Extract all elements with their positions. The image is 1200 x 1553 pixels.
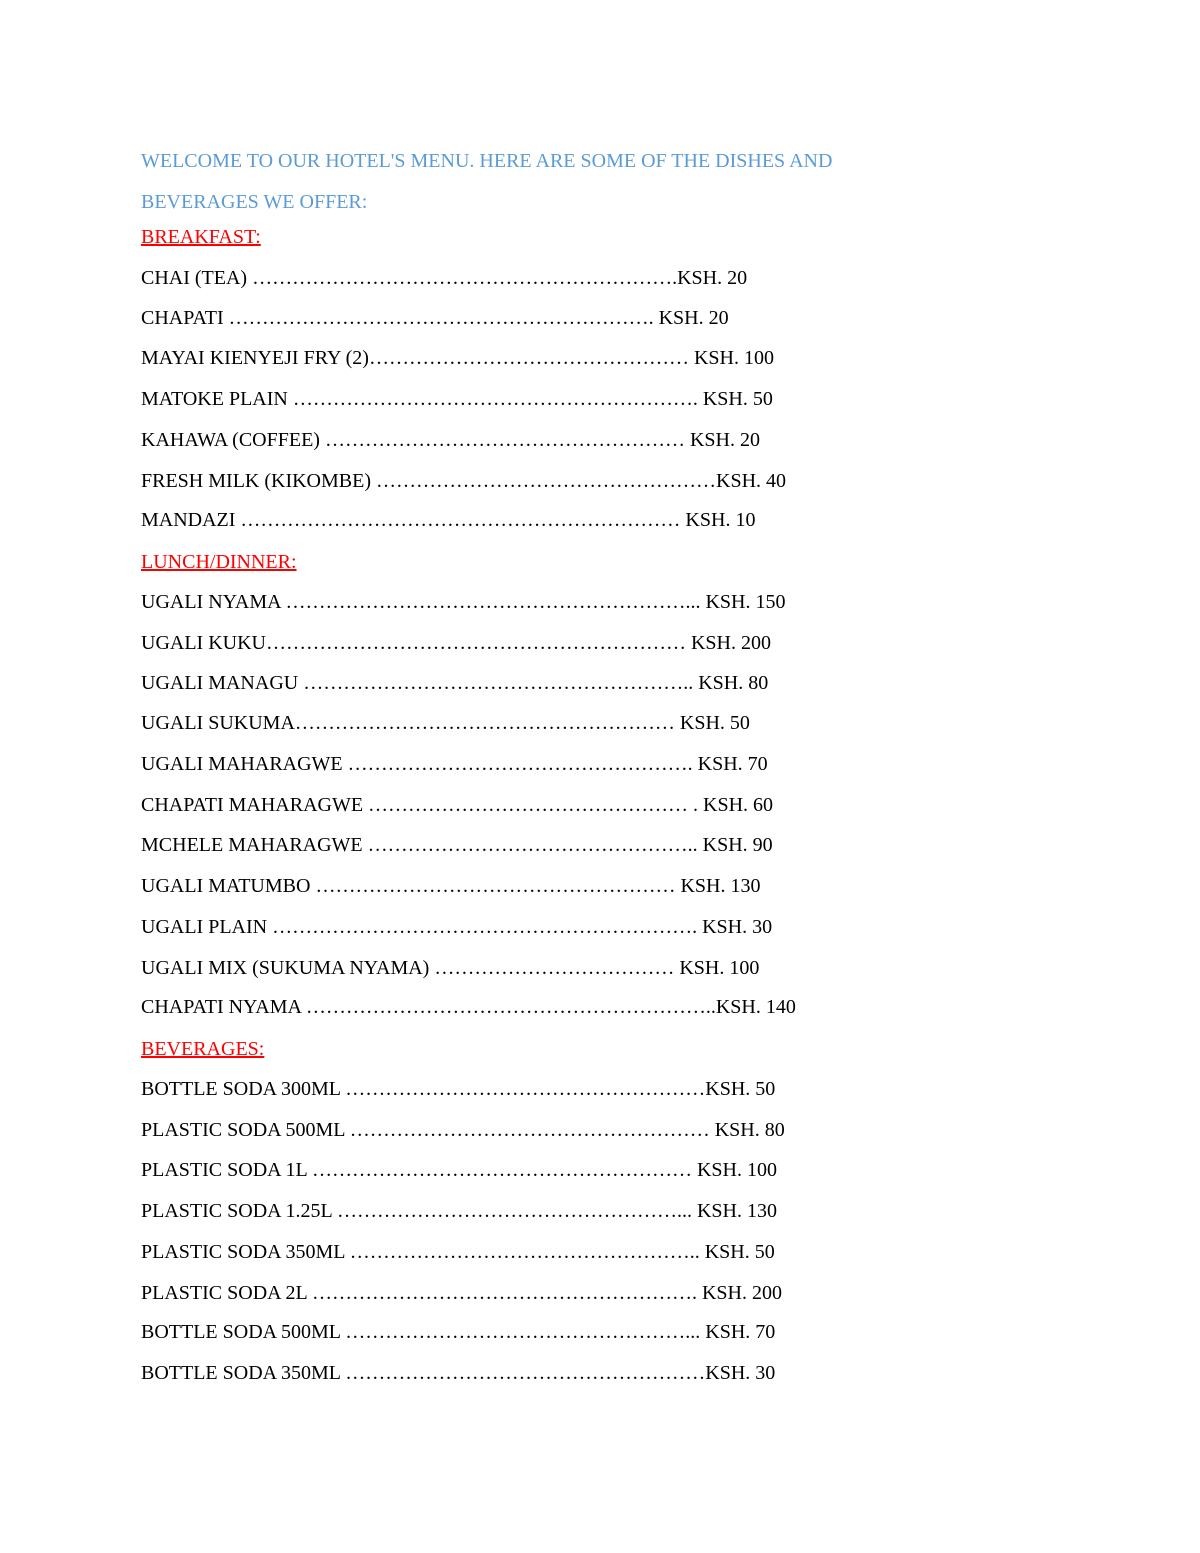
menu-item: UGALI SUKUMA………………………………………………… KSH. 50 [141,712,750,734]
section-title-lunch-dinner: LUNCH/DINNER: [141,551,297,573]
intro-text [141,141,1041,222]
menu-item: UGALI MATUMBO ……………………………………………… KSH. 130 [141,875,761,897]
menu-item: UGALI MAHARAGWE ……………………………………………. KSH. 70 [141,753,768,775]
menu-item: MANDAZI ………………………………………………………… KSH. 10 [141,509,756,531]
menu-item: FRESH MILK (KIKOMBE) ……………………………………………KSH. 40 [141,470,787,492]
menu-item: KAHAWA (COFFEE) ……………………………………………… KSH. 20 [141,429,760,451]
menu-item: MAYAI KIENYEJI FRY (2)………………………………………… KSH. 100 [141,347,774,369]
menu-item: UGALI MIX (SUKUMA NYAMA) ……………………………… KSH. 100 [141,957,760,979]
menu-item: PLASTIC SODA 1L ………………………………………………… KSH. 100 [141,1159,777,1181]
menu-item: BOTTLE SODA 350ML ………………………………………………KSH. 30 [141,1362,776,1384]
menu-item: MCHELE MAHARAGWE ………………………………………….. KSH. 90 [141,834,773,856]
intro-line-1: WELCOME TO OUR HOTEL'S MENU. HERE ARE SOME OF THE DISHES AND [141,150,833,172]
menu-item: BOTTLE SODA 500ML ……………………………………………... KSH. 70 [141,1321,776,1343]
menu-item: CHAPATI NYAMA ……………………………………………………..KSH. 140 [141,996,796,1018]
section-title-beverages: BEVERAGES: [141,1038,265,1060]
menu-item: CHAPATI MAHARAGWE ………………………………………… . KSH. 60 [141,794,774,816]
menu-item: UGALI KUKU……………………………………………………… KSH. 200 [141,632,771,654]
menu-item: PLASTIC SODA 1.25L ……………………………………………... KSH. 130 [141,1200,777,1222]
menu-item: CHAI (TEA) ……………………………………………………….KSH. 20 [141,267,748,289]
menu-item: UGALI MANAGU ………………………………………………….. KSH. 80 [141,672,769,694]
menu-item: PLASTIC SODA 350ML …………………………………………….. KSH. 50 [141,1241,775,1263]
menu-item: PLASTIC SODA 2L …………………………………………………. KSH. 200 [141,1282,782,1304]
menu-item: BOTTLE SODA 300ML ………………………………………………KSH. 50 [141,1078,776,1100]
menu-item: MATOKE PLAIN ……………………………………………………. KSH. 50 [141,388,773,410]
menu-item: PLASTIC SODA 500ML ……………………………………………… KSH. 80 [141,1119,785,1141]
menu-item: UGALI NYAMA ……………………………………………………... KSH. 150 [141,591,786,613]
menu-item: CHAPATI ………………………………………………………. KSH. 20 [141,307,729,329]
intro-line-2: BEVERAGES WE OFFER: [141,190,368,213]
section-title-breakfast: BREAKFAST: [141,226,261,248]
menu-item: UGALI PLAIN ………………………………………………………. KSH. 30 [141,916,773,938]
